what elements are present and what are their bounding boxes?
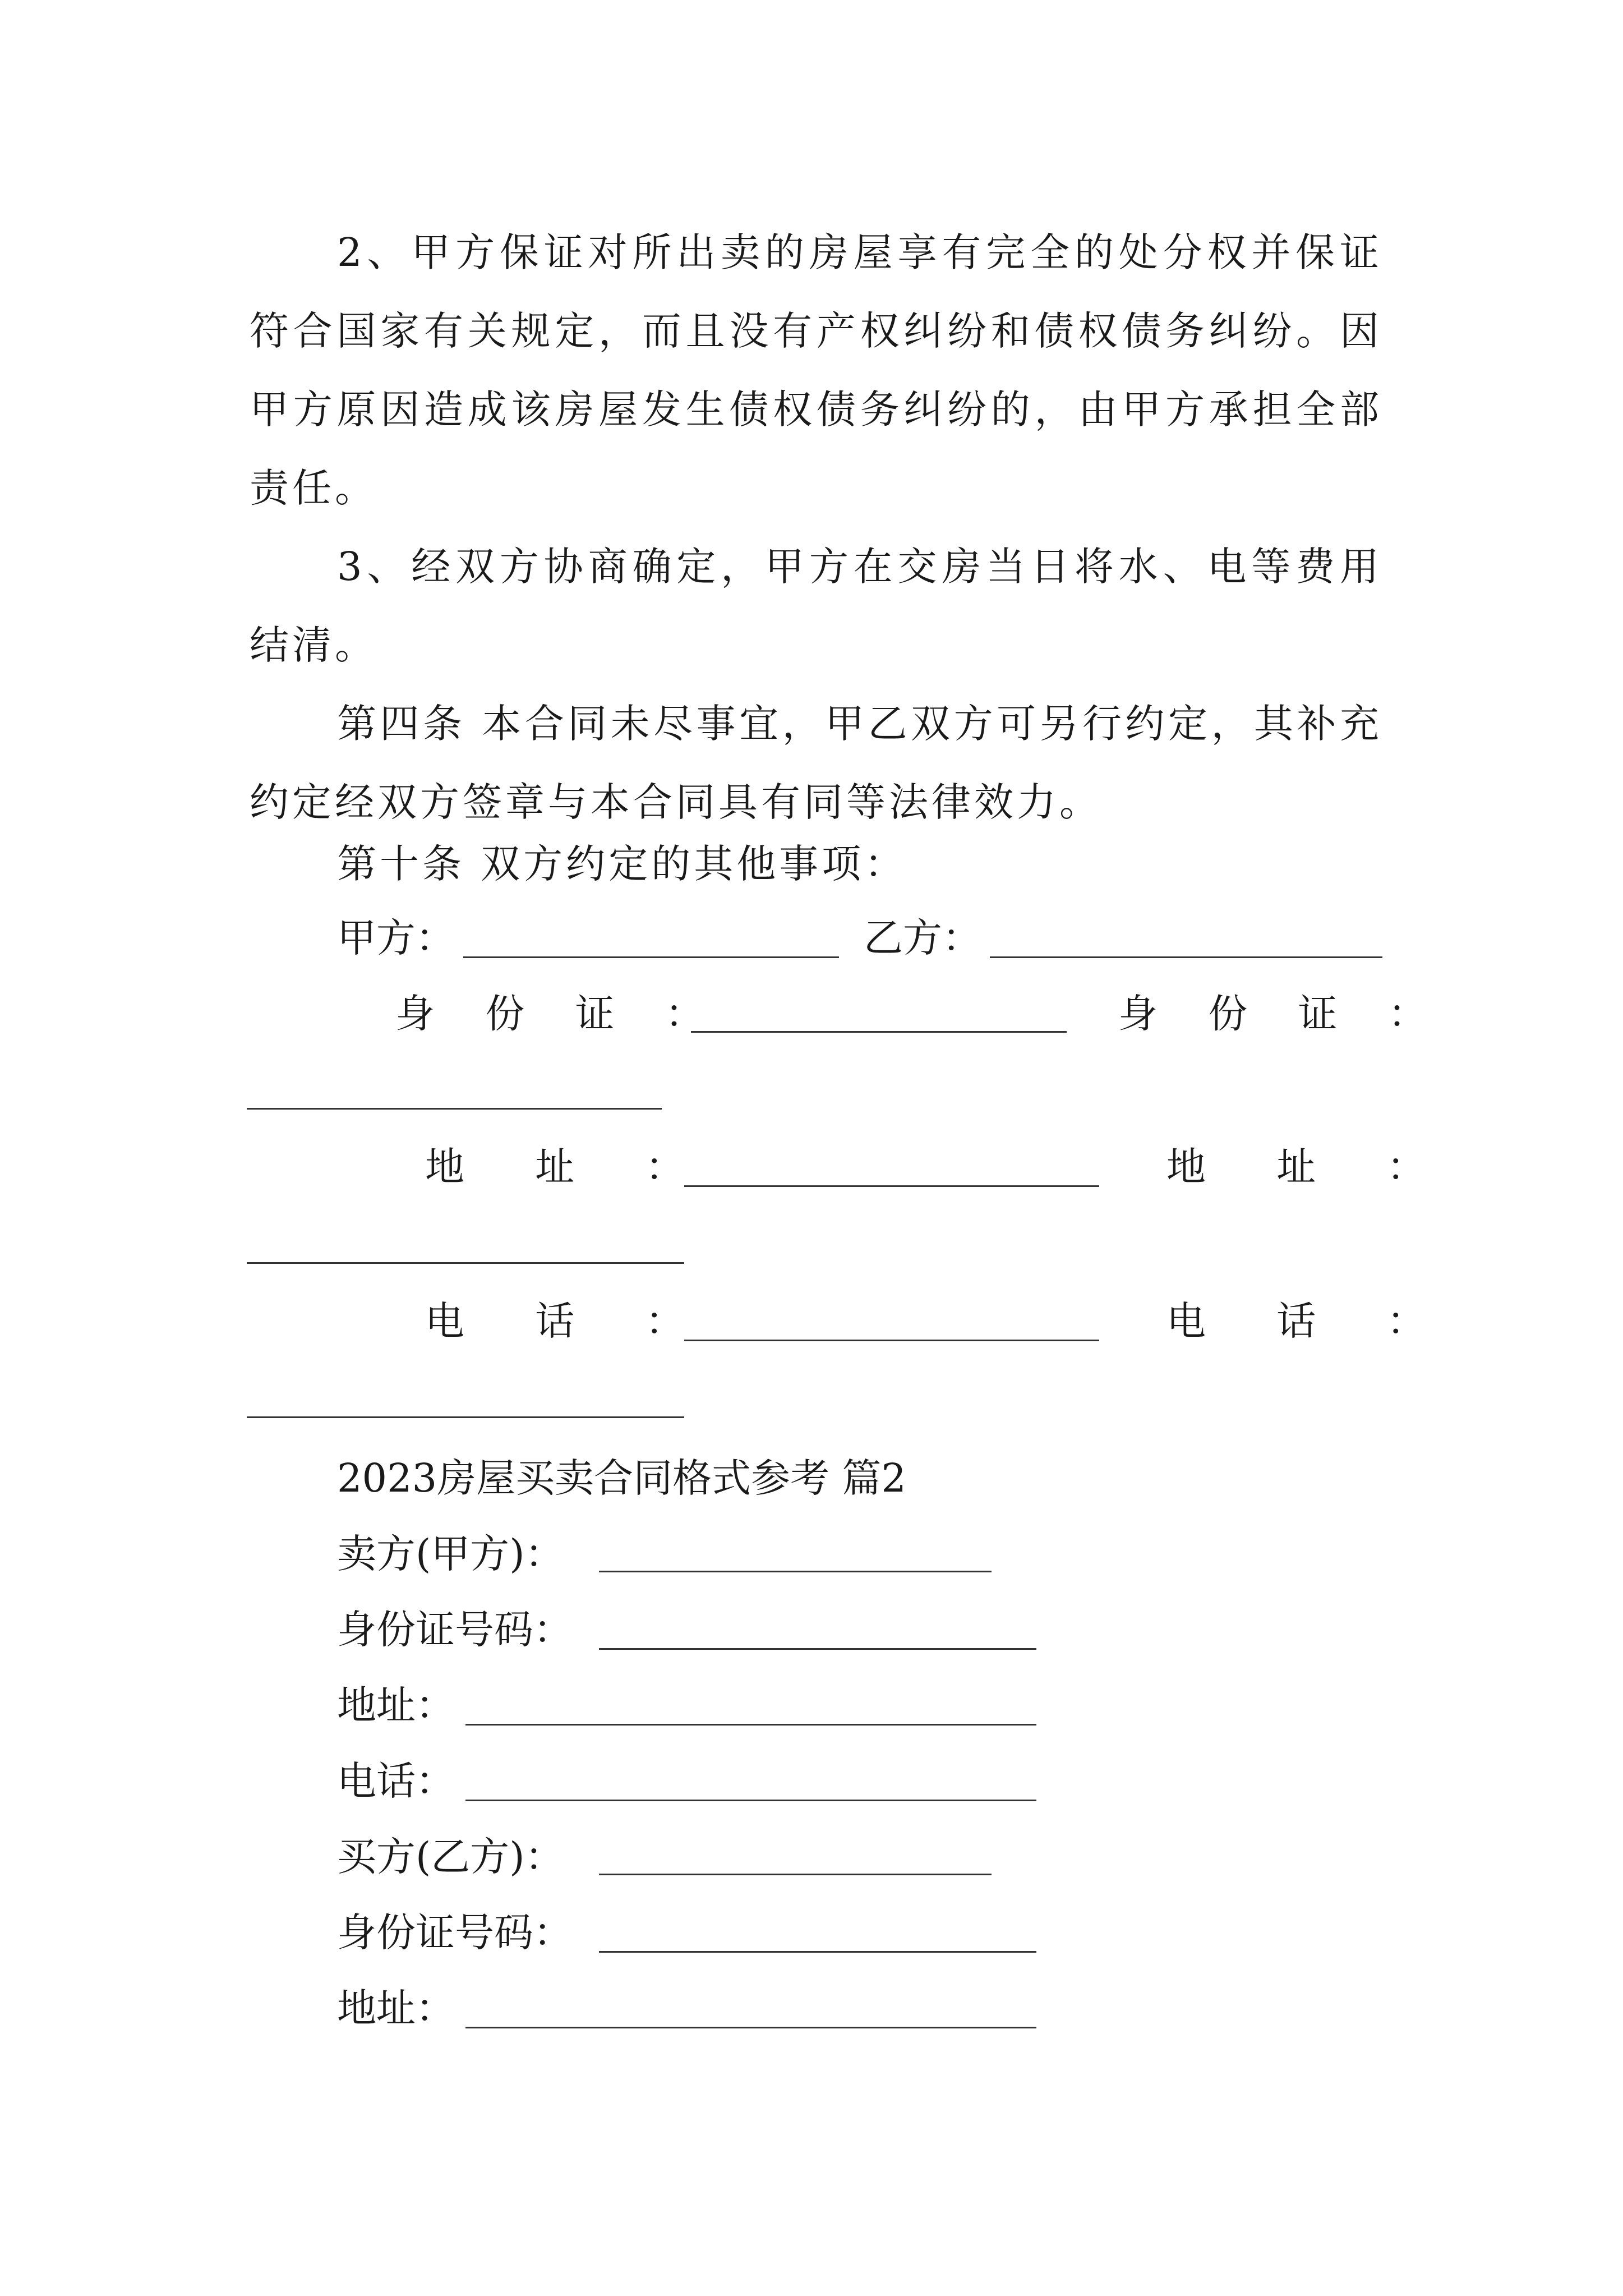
party-a-phone-blank	[684, 1340, 1099, 1341]
party-b-address-label: 地 址 ：	[1166, 1144, 1455, 1190]
buyer-blank	[599, 1874, 992, 1875]
party-a-label: 甲方：	[337, 915, 455, 961]
buyer-label: 买方(乙方)：	[337, 1834, 564, 1880]
seller-phone-label: 电话：	[337, 1758, 455, 1804]
seller-address-blank	[465, 1724, 1036, 1726]
article-4-paragraph: 第四条 本合同未尽事宜，甲乙双方可另行约定，其补充约定经双方签章与本合同具有同等法律效力。	[250, 701, 1382, 825]
party-b-id-blank	[247, 1108, 662, 1110]
party-a-address-label: 地 址 ：	[425, 1144, 714, 1190]
party-b-blank	[990, 956, 1382, 958]
party-b-phone-label: 电 话 ：	[1166, 1298, 1455, 1344]
party-a-id-label: 身 份 证 ：	[395, 991, 723, 1037]
seller-label: 卖方(甲方)：	[337, 1531, 564, 1577]
seller-address-label: 地址：	[337, 1682, 455, 1728]
party-b-id-label: 身 份 证 ：	[1118, 991, 1446, 1037]
party-a-phone-label: 电 话 ：	[425, 1298, 714, 1344]
seller-id-blank	[599, 1648, 1036, 1650]
buyer-id-label: 身份证号码：	[337, 1910, 573, 1955]
party-a-blank	[463, 956, 839, 958]
party-b-phone-blank	[247, 1416, 684, 1418]
seller-phone-blank	[465, 1800, 1036, 1801]
article-10-heading: 第十条 双方约定的其他事项：	[337, 841, 907, 887]
buyer-id-blank	[599, 1951, 1036, 1953]
section-2-title: 2023房屋买卖合同格式参考 篇2	[337, 1455, 906, 1501]
buyer-address-blank	[465, 2027, 1036, 2028]
party-b-address-blank	[247, 1262, 684, 1264]
clause-3-paragraph: 3、经双方协商确定，甲方在交房当日将水、电等费用结清。	[250, 544, 1382, 668]
clause-2-paragraph: 2、甲方保证对所出卖的房屋享有完全的处分权并保证符合国家有关规定，而且没有产权纠纷和债权债务纠纷。因甲方原因造成该房屋发生债权债务纠纷的，由甲方承担全部责任。	[250, 229, 1382, 511]
seller-id-label: 身份证号码：	[337, 1607, 573, 1653]
party-a-address-blank	[684, 1185, 1099, 1187]
party-b-label: 乙方：	[864, 915, 981, 961]
buyer-address-label: 地址：	[337, 1985, 455, 2031]
seller-blank	[599, 1571, 992, 1572]
party-a-id-blank	[691, 1031, 1067, 1033]
